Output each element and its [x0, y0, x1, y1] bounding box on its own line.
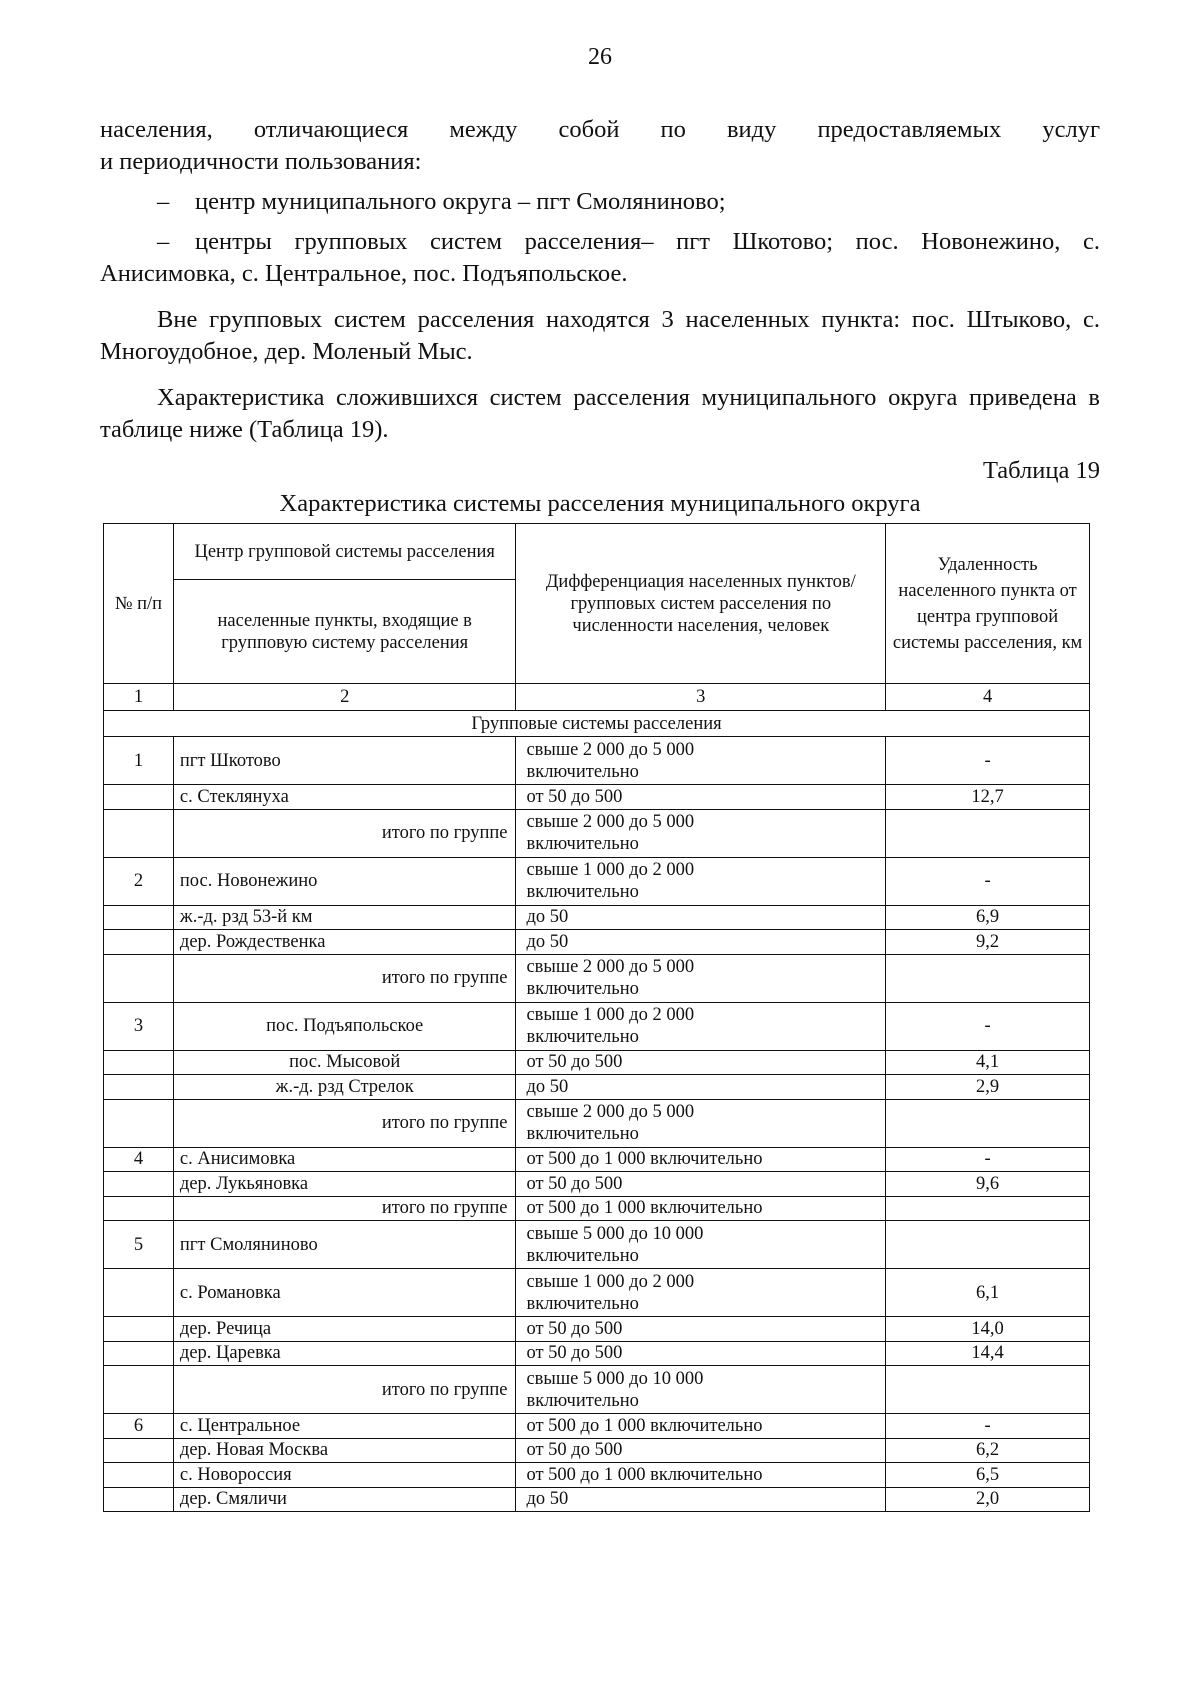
bullet-municipal-center — [100, 186, 1100, 218]
distance-value: 12,7 — [886, 785, 1090, 810]
row-number: 1 — [104, 737, 174, 785]
table-row — [104, 1172, 1090, 1197]
settlement-name: пгт Смоляниново — [173, 1221, 516, 1269]
table-row — [104, 1463, 1090, 1488]
population-range: свыше 1 000 до 2 000 включительно — [516, 857, 886, 905]
population-range: от 500 до 1 000 включительно — [516, 1196, 886, 1221]
row-number — [104, 954, 174, 1002]
settlement-name: ж.-д. рзд 53-й км — [173, 905, 516, 930]
row-number: 2 — [104, 857, 174, 905]
table-row — [104, 1099, 1090, 1147]
settlement-name: дер. Смяличи — [173, 1487, 516, 1512]
row-number — [104, 1366, 174, 1414]
header-differentiation: Дифференциация населенных пунктов/групповых систем расселения по численности населения, человек — [516, 524, 886, 684]
bullet-text: центры групповых систем расселения– пгт Шкотово; пос. Новонежино, с. Анисимовка, с. Центральное, пос. Подъяпольское. — [100, 228, 1100, 287]
distance-value: 6,1 — [886, 1269, 1090, 1317]
row-number: 4 — [104, 1147, 174, 1172]
table-row — [104, 1487, 1090, 1512]
table-row — [104, 1317, 1090, 1342]
table-row — [104, 1221, 1090, 1269]
paragraph-table-reference: Характеристика сложившихся систем расселения муниципального округа приведена в таблице ниже (Таблица 19). — [100, 384, 1100, 443]
paragraph-continuation-line-1: населения, отличающиеся между собой по виду предоставляемых услуг — [100, 116, 1100, 143]
table-row — [104, 1438, 1090, 1463]
table-row — [104, 785, 1090, 810]
settlement-name: дер. Новая Москва — [173, 1438, 516, 1463]
distance-value: 14,0 — [886, 1317, 1090, 1342]
settlement-name: пос. Мысовой — [173, 1050, 516, 1075]
population-range: от 50 до 500 — [516, 1438, 886, 1463]
distance-value: - — [886, 737, 1090, 785]
distance-value — [886, 1221, 1090, 1269]
population-range: до 50 — [516, 1487, 886, 1512]
settlement-name: с. Анисимовка — [173, 1147, 516, 1172]
group-total-label: итого по группе — [173, 1099, 516, 1147]
table-row — [104, 809, 1090, 857]
header-distance: Удаленность населенного пункта от центра групповой системы расселения, км — [886, 524, 1090, 684]
distance-value: 14,4 — [886, 1341, 1090, 1366]
row-number — [104, 930, 174, 955]
group-total-label: итого по группе — [173, 954, 516, 1002]
distance-value — [886, 1099, 1090, 1147]
population-range: от 500 до 1 000 включительно — [516, 1414, 886, 1439]
distance-value — [886, 809, 1090, 857]
table-row — [104, 857, 1090, 905]
settlement-name: ж.-д. рзд Стрелок — [173, 1075, 516, 1100]
row-number: 5 — [104, 1221, 174, 1269]
distance-value — [886, 1366, 1090, 1414]
population-range: от 50 до 500 — [516, 1341, 886, 1366]
distance-value — [886, 954, 1090, 1002]
header-number: № п/п — [104, 524, 174, 684]
distance-value: 4,1 — [886, 1050, 1090, 1075]
column-number-row — [104, 684, 1090, 711]
row-number — [104, 1050, 174, 1075]
population-range: от 500 до 1 000 включительно — [516, 1147, 886, 1172]
distance-value: 6,9 — [886, 905, 1090, 930]
population-range: свыше 5 000 до 10 000 включительно — [516, 1221, 886, 1269]
column-number: 2 — [173, 684, 516, 711]
paragraph-outside-groups: Вне групповых систем расселения находятся 3 населенных пункта: пос. Штыково, с. Многоудобное, дер. Моленый Мыс. — [100, 306, 1100, 365]
settlement-name: пос. Подъяпольское — [173, 1002, 516, 1050]
table-row — [104, 1366, 1090, 1414]
row-number — [104, 809, 174, 857]
header-members: населенные пункты, входящие в групповую систему расселения — [173, 580, 516, 684]
row-number — [104, 1463, 174, 1488]
population-range: до 50 — [516, 930, 886, 955]
row-number — [104, 1487, 174, 1512]
table-row — [104, 1269, 1090, 1317]
population-range: от 50 до 500 — [516, 1050, 886, 1075]
distance-value: - — [886, 1002, 1090, 1050]
settlement-name: с. Центральное — [173, 1414, 516, 1439]
population-range: до 50 — [516, 905, 886, 930]
header-center: Центр групповой системы расселения — [173, 524, 516, 580]
group-total-label: итого по группе — [173, 1366, 516, 1414]
paragraph-continuation-line-2: и периодичности пользования: — [100, 148, 422, 175]
dash-marker: – — [157, 228, 170, 255]
row-number — [104, 1075, 174, 1100]
distance-value: 2,9 — [886, 1075, 1090, 1100]
distance-value: 6,2 — [886, 1438, 1090, 1463]
distance-value: - — [886, 1414, 1090, 1439]
population-range: свыше 1 000 до 2 000 включительно — [516, 1269, 886, 1317]
table-title: Характеристика системы расселения муниципального округа — [279, 490, 921, 517]
bullet-group-centers — [100, 226, 1100, 290]
distance-value — [886, 1196, 1090, 1221]
settlement-name: дер. Царевка — [173, 1341, 516, 1366]
population-range: свыше 1 000 до 2 000 включительно — [516, 1002, 886, 1050]
distance-value: 6,5 — [886, 1463, 1090, 1488]
population-range: свыше 2 000 до 5 000 включительно — [516, 809, 886, 857]
row-number — [104, 1341, 174, 1366]
population-range: свыше 2 000 до 5 000 включительно — [516, 954, 886, 1002]
row-number: 3 — [104, 1002, 174, 1050]
population-range: свыше 5 000 до 10 000 включительно — [516, 1366, 886, 1414]
settlement-name: с. Новороссия — [173, 1463, 516, 1488]
table-row — [104, 1341, 1090, 1366]
settlement-name: дер. Речица — [173, 1317, 516, 1342]
table-row — [104, 1147, 1090, 1172]
settlement-name: пос. Новонежино — [173, 857, 516, 905]
settlement-name: дер. Лукьяновка — [173, 1172, 516, 1197]
distance-value: 9,6 — [886, 1172, 1090, 1197]
table-row — [104, 1075, 1090, 1100]
population-range: от 50 до 500 — [516, 785, 886, 810]
distance-value: - — [886, 857, 1090, 905]
row-number — [104, 785, 174, 810]
table-row — [104, 1002, 1090, 1050]
row-number — [104, 1099, 174, 1147]
table-row — [104, 905, 1090, 930]
table-row — [104, 930, 1090, 955]
distance-value: 2,0 — [886, 1487, 1090, 1512]
page-number: 26 — [588, 44, 612, 70]
row-number — [104, 1196, 174, 1221]
table-row — [104, 1414, 1090, 1439]
population-range: от 50 до 500 — [516, 1172, 886, 1197]
column-number: 3 — [516, 684, 886, 711]
population-range: свыше 2 000 до 5 000 включительно — [516, 737, 886, 785]
bullet-text: центр муниципального округа – пгт Смоляниново; — [195, 188, 726, 215]
table-row — [104, 954, 1090, 1002]
group-title-row — [104, 711, 1090, 737]
body-text — [100, 114, 1100, 446]
settlement-name: дер. Рождественка — [173, 930, 516, 955]
population-range: до 50 — [516, 1075, 886, 1100]
column-number: 4 — [886, 684, 1090, 711]
row-number — [104, 905, 174, 930]
table-label: Таблица 19 — [982, 457, 1100, 484]
population-range: от 50 до 500 — [516, 1317, 886, 1342]
table-row — [104, 1050, 1090, 1075]
group-total-label: итого по группе — [173, 1196, 516, 1221]
settlement-name: пгт Шкотово — [173, 737, 516, 785]
group-total-label: итого по группе — [173, 809, 516, 857]
population-range: свыше 2 000 до 5 000 включительно — [516, 1099, 886, 1147]
settlement-table — [103, 523, 1090, 1512]
settlement-name: с. Стеклянуха — [173, 785, 516, 810]
row-number — [104, 1317, 174, 1342]
population-range: от 500 до 1 000 включительно — [516, 1463, 886, 1488]
header-row — [104, 524, 1090, 580]
distance-value: 9,2 — [886, 930, 1090, 955]
column-number: 1 — [104, 684, 174, 711]
group-title: Групповые системы расселения — [104, 711, 1090, 737]
table-row — [104, 737, 1090, 785]
distance-value: - — [886, 1147, 1090, 1172]
settlement-name: с. Романовка — [173, 1269, 516, 1317]
row-number: 6 — [104, 1414, 174, 1439]
row-number — [104, 1269, 174, 1317]
dash-marker: – — [157, 188, 170, 215]
row-number — [104, 1172, 174, 1197]
table-row — [104, 1196, 1090, 1221]
row-number — [104, 1438, 174, 1463]
